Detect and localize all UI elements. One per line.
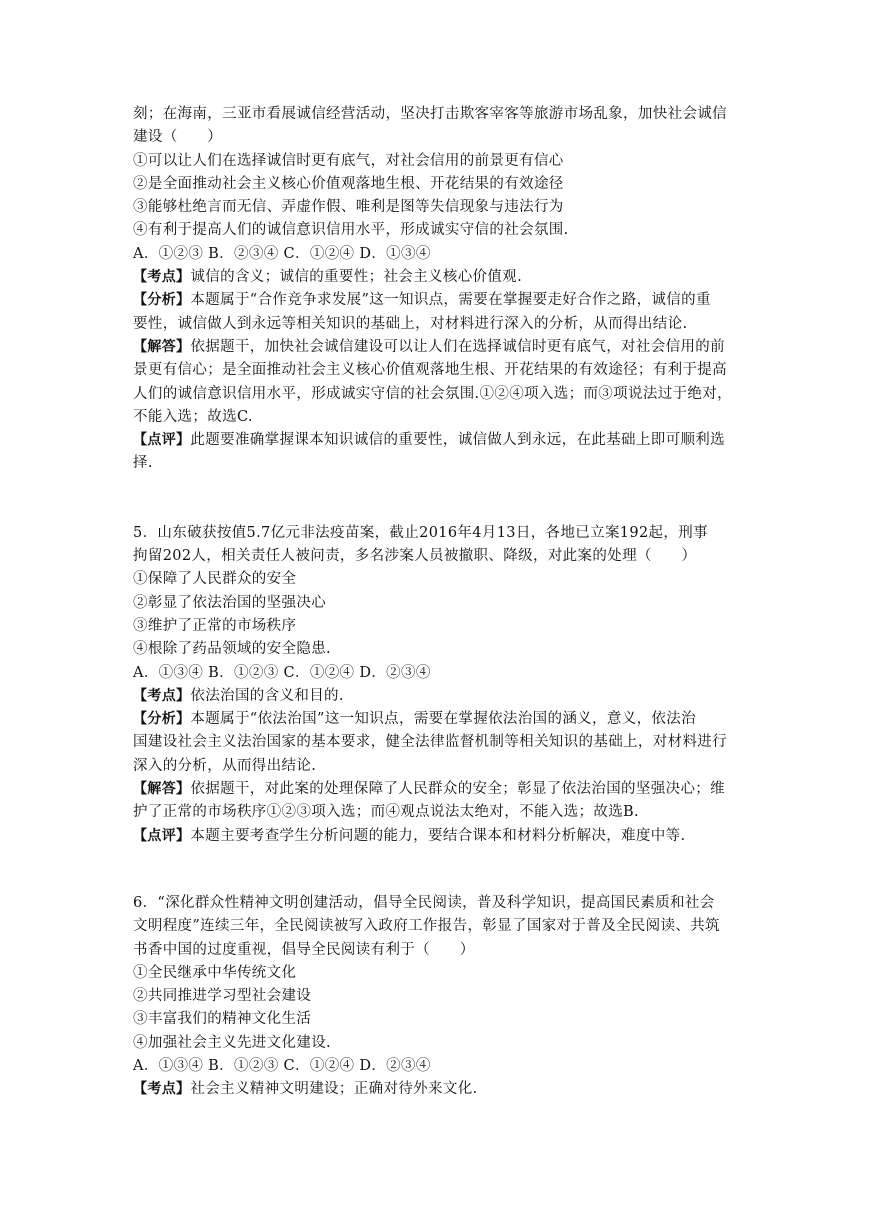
question-stem-line: 拘留202人，相关责任人被问责，多名涉案人员被撤职、降级，对此案的处理（ ）: [133, 548, 697, 565]
question-4: [133, 103, 743, 476]
fenxi-line: 深入的分析，从而得出结论.: [133, 757, 317, 774]
option-line: ①可以让人们在选择诚信时更有底气，对社会信用的前景更有信心: [133, 152, 564, 169]
answer-choices: A．①③④ B．①②③ C．①②④ D．②③④: [133, 1057, 431, 1074]
option-line: ②是全面推动社会主义核心价值观落地生根、开花结果的有效途径: [133, 175, 564, 192]
jieda-line: 景更有信心；是全面推动社会主义核心价值观落地生根、开花结果的有效途径；有利于提高: [133, 362, 727, 379]
dianping-text: 本题主要考查学生分析问题的能力，要结合课本和材料分析解决，难度中等.: [190, 827, 686, 844]
option-line: ③丰富我们的精神文化生活: [133, 1011, 312, 1028]
kaodian-text: 诚信的含义；诚信的重要性；社会主义核心价值观.: [190, 269, 523, 286]
fenxi-text: 本题属于“合作竞争求发展”这一知识点，需要在掌握要走好合作之路，诚信的重: [190, 292, 711, 309]
kaodian-line: [133, 1078, 743, 1101]
kaodian-line: [133, 685, 743, 708]
dianping-tag: 【点评】: [133, 827, 191, 844]
spacer: [133, 848, 743, 892]
answer-choices: A．①③④ B．①②③ C．①②④ D．②③④: [133, 664, 431, 681]
answer-choices: A．①②③ B．②③④ C．①②④ D．①③④: [133, 245, 431, 262]
dianping-text: 此题要准确掌握课本知识诚信的重要性，诚信做人到永远，在此基础上即可顺利选: [190, 432, 726, 449]
jieda-line: 不能入选；故选C.: [133, 408, 253, 425]
option-line: ②彰显了依法治国的坚强决心: [133, 594, 327, 611]
jieda-text: 依据题干，对此案的处理保障了人民群众的安全；彰显了依法治国的坚强决心；维: [190, 781, 726, 798]
question-stem-line: 刻；在海南，三亚市看展诚信经营活动，坚决打击欺客宰客等旅游市场乱象，加快社会诚信: [133, 106, 727, 122]
question-5: [133, 522, 743, 848]
question-stem-line: 建设（ ）: [133, 129, 223, 146]
option-line: ②共同推进学习型社会建设: [133, 988, 312, 1005]
dianping-tag: 【点评】: [133, 432, 191, 449]
kaodian-line: [133, 266, 743, 289]
jieda-line: [133, 336, 743, 359]
jieda-text: 依据题干，加快社会诚信建设可以让人们在选择诚信时更有底气，对社会信用的前: [190, 338, 726, 355]
jieda-line: 人们的诚信意识信用水平，形成诚实守信的社会氛围.①②④项入选；而③项说法过于绝对，: [133, 385, 732, 402]
option-line: ④加强社会主义先进文化建设.: [133, 1034, 332, 1051]
kaodian-text: 依法治国的含义和目的.: [190, 687, 344, 704]
dianping-line: [133, 825, 743, 848]
option-line: ③维护了正常的市场秩序: [133, 617, 297, 634]
option-line: ③能够杜绝言而无信、弄虚作假、唯利是图等失信现象与违法行为: [133, 199, 564, 216]
fenxi-line: 国建设社会主义法治国家的基本要求，健全法律监督机制等相关知识的基础上，对材料进行: [133, 734, 727, 751]
jieda-line: 护了正常的市场秩序①②③项入选；而④观点说法太绝对，不能入选；故选B.: [133, 804, 640, 821]
kaodian-tag: 【考点】: [133, 687, 191, 704]
fenxi-line: [133, 708, 743, 731]
option-line: ①保障了人民群众的安全: [133, 571, 297, 588]
fenxi-tag: 【分析】: [133, 711, 191, 728]
document-page: [133, 103, 743, 1102]
jieda-line: [133, 778, 743, 801]
jieda-tag: 【解答】: [133, 338, 191, 355]
question-stem-line: 书香中国的过度重视，倡导全民阅读有利于（ ）: [133, 941, 475, 958]
jieda-tag: 【解答】: [133, 781, 191, 798]
option-line: ①全民继承中华传统文化: [133, 964, 297, 981]
dianping-line: [133, 429, 743, 452]
dianping-line: 择.: [133, 455, 153, 472]
question-stem-line: 文明程度”连续三年，全民阅读被写入政府工作报告，彰显了国家对于普及全民阅读、共筑: [133, 918, 720, 935]
spacer: [133, 476, 743, 522]
fenxi-tag: 【分析】: [133, 292, 191, 309]
question-stem-line: 6．“深化群众性精神文明创建活动，倡导全民阅读，普及科学知识，提高国民素质和社会: [133, 894, 715, 911]
fenxi-line: 要性，诚信做人到永远等相关知识的基础上，对材料进行深入的分析，从而得出结论.: [133, 315, 688, 332]
question-6: [133, 892, 743, 1102]
option-line: ④有利于提高人们的诚信意识信用水平，形成诚实守信的社会氛围.: [133, 222, 569, 239]
option-line: ④根除了药品领域的安全隐患.: [133, 641, 332, 658]
kaodian-tag: 【考点】: [133, 269, 191, 286]
fenxi-line: [133, 289, 743, 312]
question-stem-line: 5．山东破获按值5.7亿元非法疫苗案，截止2016年4月13日，各地已立案192起，刑事: [133, 524, 708, 541]
kaodian-text: 社会主义精神文明建设；正确对待外来文化.: [190, 1081, 478, 1098]
fenxi-text: 本题属于“依法治国”这一知识点，需要在掌握依法治国的涵义，意义，依法治: [190, 711, 696, 728]
kaodian-tag: 【考点】: [133, 1081, 191, 1098]
